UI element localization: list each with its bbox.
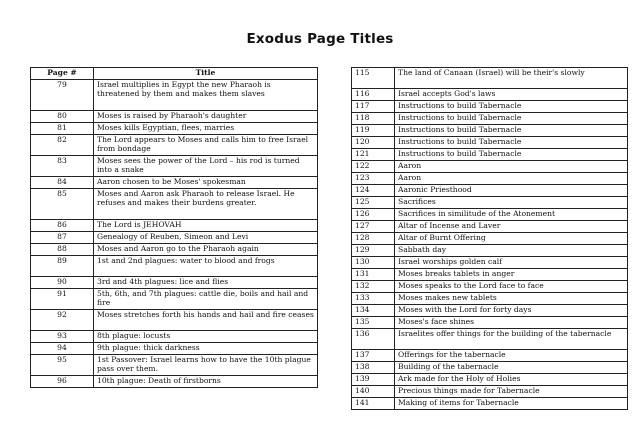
page-number-cell: 82	[31, 135, 94, 156]
page-number-cell: 91	[31, 289, 94, 310]
table-row	[31, 256, 318, 277]
table-row	[31, 331, 318, 343]
page-title-cell: 5th, 6th, and 7th plagues: cattle die, boils and hail and fire	[94, 289, 318, 310]
page-title-cell: Offerings for the tabernacle	[395, 350, 628, 362]
page-title-cell: 1st and 2nd plagues: water to blood and frogs	[94, 256, 318, 277]
table-row	[31, 376, 318, 388]
page-title-cell: Altar of Incense and Laver	[395, 221, 628, 233]
table-row	[31, 289, 318, 310]
table-row	[352, 257, 628, 269]
page-number-cell: 129	[352, 245, 395, 257]
table-row	[352, 161, 628, 173]
page-number-cell: 86	[31, 220, 94, 232]
page-number-cell: 126	[352, 209, 395, 221]
page-number-cell: 115	[352, 68, 395, 89]
page-title-cell: Precious things made for Tabernacle	[395, 386, 628, 398]
page-title-cell: Moses and Aaron ask Pharaoh to release Israel. He refuses and makes their burdens greater.	[94, 189, 318, 220]
title-header: Title	[94, 68, 318, 80]
table-row	[352, 269, 628, 281]
page-number-cell: 122	[352, 161, 395, 173]
page-number-cell: 85	[31, 189, 94, 220]
table-row	[352, 173, 628, 185]
page-title-cell: Moses with the Lord for forty days	[395, 305, 628, 317]
page-number-cell: 137	[352, 350, 395, 362]
page-number-cell: 135	[352, 317, 395, 329]
table-row	[352, 233, 628, 245]
table-row	[31, 111, 318, 123]
page-title-cell: 8th plague: locusts	[94, 331, 318, 343]
page-number-cell: 127	[352, 221, 395, 233]
table-row	[31, 189, 318, 220]
table-row	[352, 197, 628, 209]
table-row	[352, 113, 628, 125]
page-title-cell: Instructions to build Tabernacle	[395, 137, 628, 149]
page-title-cell: Building of the tabernacle	[395, 362, 628, 374]
page-title-cell: 3rd and 4th plagues: lice and flies	[94, 277, 318, 289]
table-row	[31, 156, 318, 177]
page-title-cell: Instructions to build Tabernacle	[395, 125, 628, 137]
table-row	[31, 310, 318, 331]
page-number-cell: 116	[352, 89, 395, 101]
page-title-cell: Sacrifices	[395, 197, 628, 209]
page-number-cell: 134	[352, 305, 395, 317]
table-row	[352, 281, 628, 293]
right-page-table	[351, 67, 628, 410]
page-number-cell: 80	[31, 111, 94, 123]
page-title-cell: Moses speaks to the Lord face to face	[395, 281, 628, 293]
page-title-cell: Moses makes new tablets	[395, 293, 628, 305]
page-number-cell: 140	[352, 386, 395, 398]
table-row	[31, 123, 318, 135]
table-row	[352, 101, 628, 113]
page-number-cell: 92	[31, 310, 94, 331]
table-row	[31, 80, 318, 111]
page-title-cell: 1st Passover: Israel learns how to have the 10th plague pass over them.	[94, 355, 318, 376]
page-number-cell: 123	[352, 173, 395, 185]
table-row	[352, 398, 628, 410]
page-title-cell: Ark made for the Holy of Holies	[395, 374, 628, 386]
page-title-cell: Israelites offer things for the building of the tabernacle	[395, 329, 628, 350]
page-number-cell: 138	[352, 362, 395, 374]
page-number-cell: 93	[31, 331, 94, 343]
page-title-cell: Israel worships golden calf	[395, 257, 628, 269]
page-number-cell: 132	[352, 281, 395, 293]
table-row	[31, 220, 318, 232]
table-row	[352, 386, 628, 398]
page-title-cell: Israel accepts God's laws	[395, 89, 628, 101]
page-title-cell: Moses breaks tablets in anger	[395, 269, 628, 281]
table-row	[352, 329, 628, 350]
table-row	[31, 244, 318, 256]
table-row	[352, 374, 628, 386]
page-number-cell: 139	[352, 374, 395, 386]
page-title-cell: Moses is raised by Pharaoh's daughter	[94, 111, 318, 123]
page-number-cell: 119	[352, 125, 395, 137]
page-title-cell: Moses stretches forth his hands and hail and fire ceases	[94, 310, 318, 331]
page-number-cell: 130	[352, 257, 395, 269]
table-row	[31, 135, 318, 156]
page-title-cell: Aaron chosen to be Moses' spokesman	[94, 177, 318, 189]
table-row	[352, 362, 628, 374]
table-row	[352, 209, 628, 221]
page-number-cell: 95	[31, 355, 94, 376]
page-title-cell: The Lord appears to Moses and calls him to free Israel from bondage	[94, 135, 318, 156]
page-number-cell: 136	[352, 329, 395, 350]
page-number-cell: 133	[352, 293, 395, 305]
left-table-body	[31, 80, 318, 388]
right-table-body	[352, 68, 628, 410]
table-row	[352, 305, 628, 317]
page-title-cell: Moses sees the power of the Lord – his rod is turned into a snake	[94, 156, 318, 177]
page-number-cell: 83	[31, 156, 94, 177]
page-title-cell: Sacrifices in similitude of the Atonement	[395, 209, 628, 221]
page-title-cell: Moses and Aaron go to the Pharaoh again	[94, 244, 318, 256]
page-number-cell: 118	[352, 113, 395, 125]
table-row	[31, 343, 318, 355]
table-row	[352, 185, 628, 197]
page-title-cell: The land of Canaan (Israel) will be their's slowly	[395, 68, 628, 89]
table-row	[352, 245, 628, 257]
page-number-cell: 79	[31, 80, 94, 111]
page-number-cell: 81	[31, 123, 94, 135]
page-title-cell: Aaron	[395, 173, 628, 185]
table-row	[31, 232, 318, 244]
table-row	[31, 277, 318, 289]
page-title-cell: Aaron	[395, 161, 628, 173]
page-number-cell: 141	[352, 398, 395, 410]
page-number-cell: 84	[31, 177, 94, 189]
page-number-cell: 87	[31, 232, 94, 244]
table-row	[352, 68, 628, 89]
table-header-row	[31, 68, 318, 80]
page-title-cell: Genealogy of Reuben, Simeon and Levi	[94, 232, 318, 244]
table-row	[352, 149, 628, 161]
page-number-header: Page #	[31, 68, 94, 80]
page-number-cell: 88	[31, 244, 94, 256]
table-row	[352, 317, 628, 329]
page-number-cell: 96	[31, 376, 94, 388]
page-title-cell: 10th plague: Death of firstborns	[94, 376, 318, 388]
page-number-cell: 125	[352, 197, 395, 209]
page-title-cell: Moses's face shines	[395, 317, 628, 329]
page-number-cell: 94	[31, 343, 94, 355]
page-title-cell: Israel multiplies in Egypt the new Pharaoh is threatened by them and makes them slaves	[94, 80, 318, 111]
table-row	[352, 137, 628, 149]
page-title: Exodus Page Titles	[246, 31, 394, 47]
table-row	[352, 125, 628, 137]
page-title-cell: Making of items for Tabernacle	[395, 398, 628, 410]
page-title-cell: The Lord is JEHOVAH	[94, 220, 318, 232]
page-number-cell: 120	[352, 137, 395, 149]
page-title-cell: Instructions to build Tabernacle	[395, 113, 628, 125]
page-title-cell: Instructions to build Tabernacle	[395, 149, 628, 161]
page-title-cell: Sabbath day	[395, 245, 628, 257]
page-title-cell: Moses kills Egyptian, flees, marries	[94, 123, 318, 135]
page-number-cell: 131	[352, 269, 395, 281]
page-title-cell: Instructions to build Tabernacle	[395, 101, 628, 113]
page-number-cell: 90	[31, 277, 94, 289]
page-title-cell: 9th plague: thick darkness	[94, 343, 318, 355]
page-number-cell: 89	[31, 256, 94, 277]
page-number-cell: 117	[352, 101, 395, 113]
table-row	[352, 293, 628, 305]
table-row	[352, 221, 628, 233]
page-title-cell: Aaronic Priesthood	[395, 185, 628, 197]
page-title-cell: Altar of Burnt Offering	[395, 233, 628, 245]
table-row	[352, 89, 628, 101]
table-row	[352, 350, 628, 362]
left-page-table	[30, 67, 318, 388]
page-number-cell: 121	[352, 149, 395, 161]
page-number-cell: 124	[352, 185, 395, 197]
table-row	[31, 177, 318, 189]
table-row	[31, 355, 318, 376]
page-number-cell: 128	[352, 233, 395, 245]
